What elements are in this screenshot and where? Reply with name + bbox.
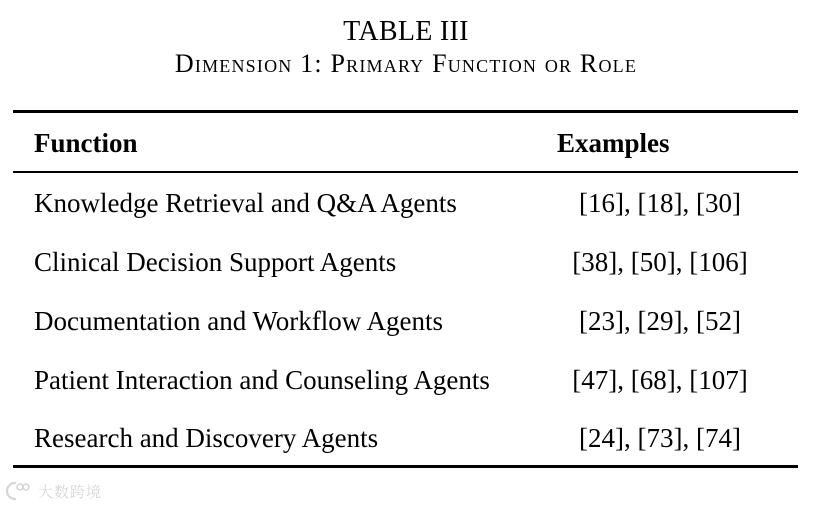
watermark-text: 大数跨境 bbox=[38, 482, 103, 501]
table-label: TABLE III bbox=[343, 16, 469, 47]
table-row bbox=[0, 304, 824, 344]
table-row bbox=[0, 186, 824, 226]
function-cell: Patient Interaction and Counseling Agents bbox=[34, 365, 490, 395]
top-rule bbox=[13, 110, 798, 113]
bottom-rule bbox=[13, 465, 798, 468]
function-cell: Research and Discovery Agents bbox=[34, 423, 379, 453]
table-caption: Dimension 1: Primary Function or Role bbox=[174, 49, 638, 78]
column-header-examples: Examples bbox=[557, 128, 670, 158]
table-row bbox=[0, 363, 824, 403]
function-cell: Knowledge Retrieval and Q&A Agents bbox=[34, 188, 457, 218]
header-rule bbox=[13, 171, 798, 173]
function-cell: Documentation and Workflow Agents bbox=[34, 306, 444, 336]
table-row bbox=[0, 245, 824, 285]
examples-cell: [16], [18], [30] bbox=[579, 188, 741, 218]
examples-cell: [47], [68], [107] bbox=[572, 365, 748, 395]
table-row bbox=[0, 421, 824, 461]
examples-cell: [23], [29], [52] bbox=[579, 306, 741, 336]
column-header-function: Function bbox=[34, 128, 138, 158]
examples-cell: [24], [73], [74] bbox=[579, 423, 741, 453]
function-cell: Clinical Decision Support Agents bbox=[34, 247, 397, 277]
watermark bbox=[6, 478, 102, 504]
brand-logo-icon bbox=[6, 480, 32, 502]
examples-cell: [38], [50], [106] bbox=[572, 247, 748, 277]
